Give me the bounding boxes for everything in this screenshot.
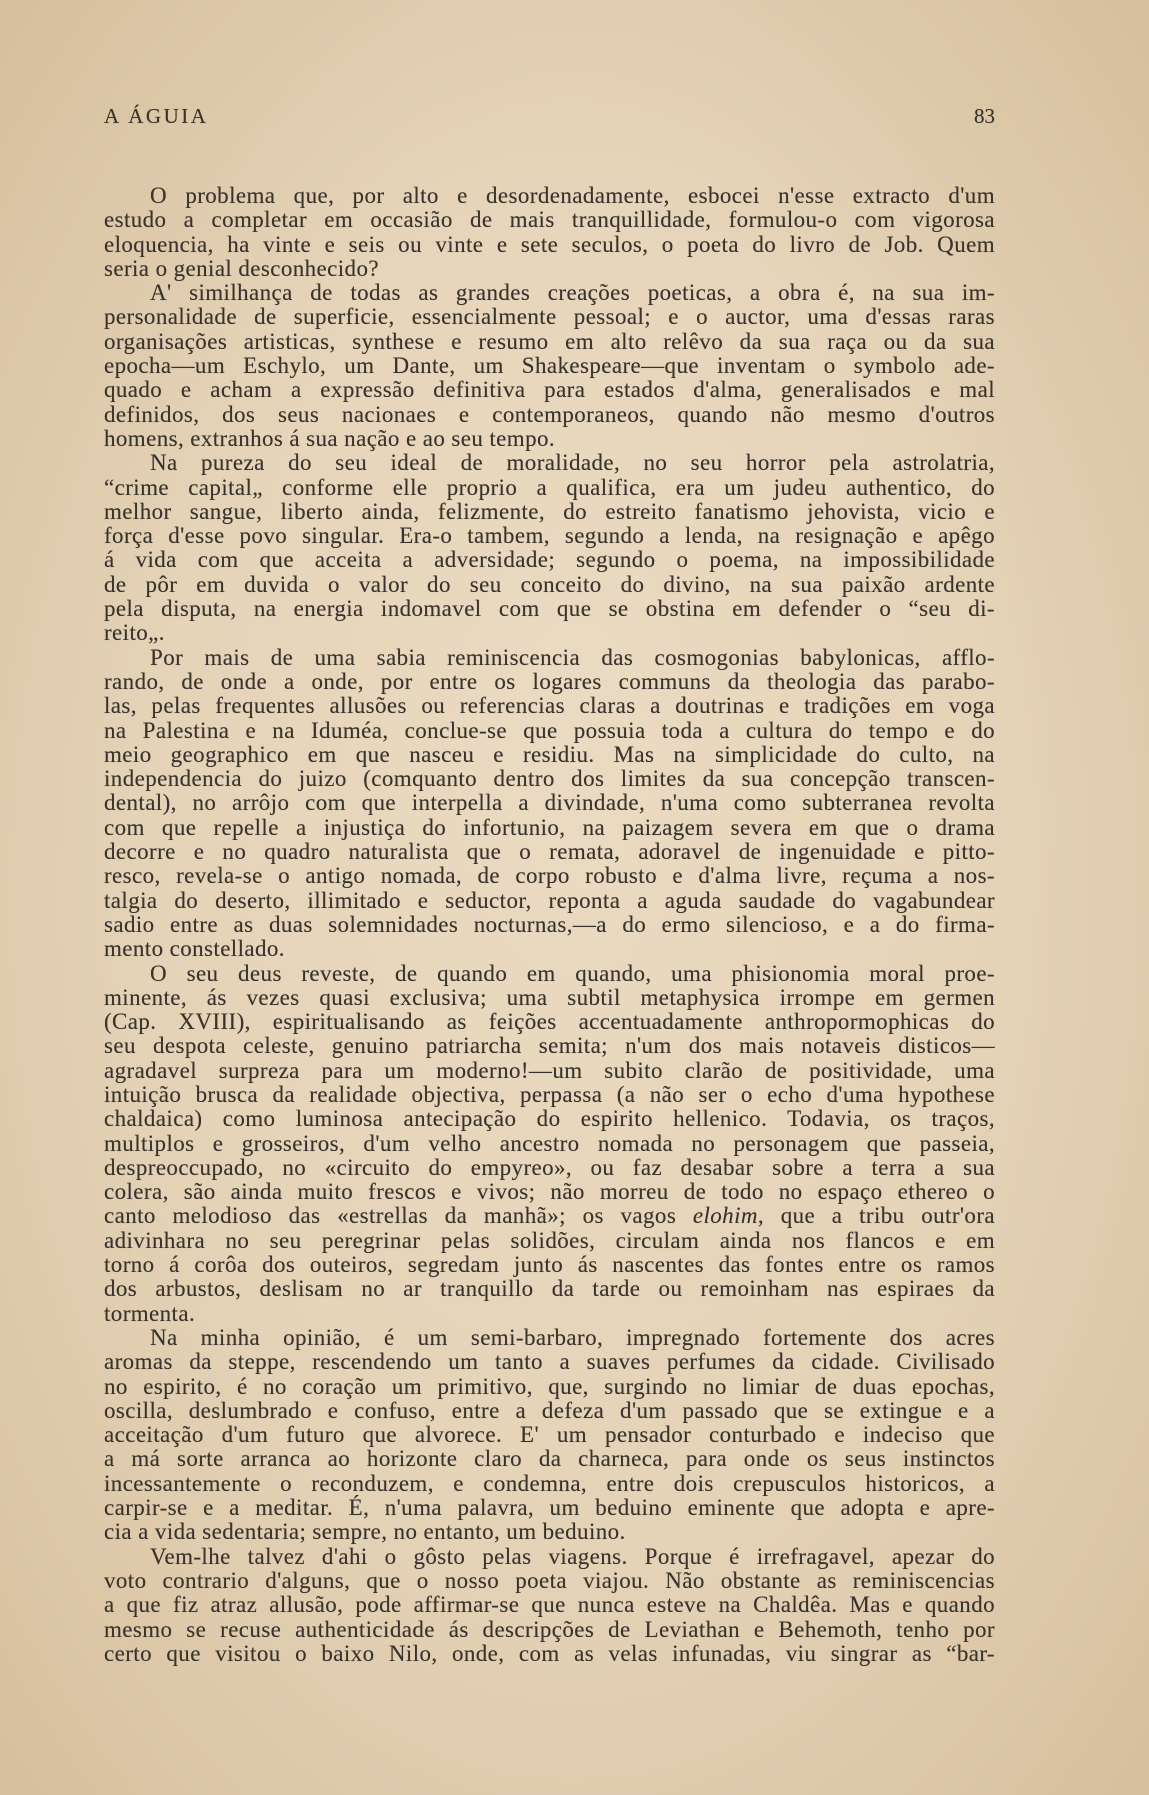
text-line: rando, de onde a onde, por entre os logares communs da theologia das parabo- <box>104 668 995 694</box>
text-line: no espirito, é no coração um primitivo, que, surgindo no limiar de duas epochas, <box>104 1373 995 1399</box>
text-line: O problema que, por alto e desordenadamente, esbocei n'esse extracto d'um <box>150 183 995 208</box>
paragraph <box>104 184 995 281</box>
text-line: Por mais de uma sabia reminiscencia das cosmogonias babylonicas, afflo- <box>150 644 995 670</box>
text-line <box>104 1204 995 1228</box>
text-line: melhor sangue, liberto ainda, felizmente, do estreito fanatismo jehovista, vicio e <box>104 498 995 524</box>
text-line: carpir-se e a meditar. É, n'uma palavra, um beduino eminente que adopta e apre- <box>104 1495 995 1521</box>
text-segment: canto melodioso das «estrellas da manhã»; os vagos <box>104 1203 693 1229</box>
text-line: adivinhara no seu peregrinar pelas solidões, circulam ainda nos flancos e em <box>104 1227 995 1253</box>
paragraph <box>104 962 995 1326</box>
text-line: acceitação d'um futuro que alvorece. E' um pensador conturbado e indeciso que <box>104 1422 995 1448</box>
text-line: definidos, dos seus nacionaes e contemporaneos, quando não mesmo d'outros <box>104 401 995 427</box>
text-line: cia a vida sedentaria; sempre, no entanto, um beduino. <box>104 1519 626 1545</box>
text-line: Na pureza do seu ideal de moralidade, no seu horror pela astrolatria, <box>150 450 995 476</box>
text-line: organisações artisticas, synthese e resumo em alto relêvo da sua raça ou da sua <box>104 328 995 354</box>
text-line: “crime capital„ conforme elle proprio a qualifica, era um judeu authentico, do <box>104 474 995 500</box>
text-line: dos arbustos, deslisam no ar tranquillo da tarde ou remoinham nas espiraes da <box>104 1276 995 1302</box>
text-line: força d'esse povo singular. Era-o tambem, segundo a lenda, na resignação e apêgo <box>104 523 995 549</box>
paragraph <box>104 1545 995 1666</box>
text-line: mesmo se recuse authenticidade ás descripções de Leviathan e Behemoth, tenho por <box>104 1616 995 1642</box>
text-line: colera, são ainda muito frescos e vivos; não morreu de todo no espaço ethereo o <box>104 1179 995 1205</box>
paragraph <box>104 281 995 451</box>
text-line: aromas da steppe, rescendendo um tanto a suaves perfumes da cidade. Civilisado <box>104 1349 995 1375</box>
text-line: dental), no arrôjo com que interpella a divindade, n'uma como subterranea revolta <box>104 790 995 816</box>
running-head: A ÁGUIA <box>104 104 209 128</box>
text-line: certo que visitou o baixo Nilo, onde, com as velas infunadas, viu singrar as “bar- <box>104 1640 995 1666</box>
text-line: las, pelas frequentes allusões ou referencias claras a doutrinas e tradições em voga <box>104 693 995 719</box>
text-line: mento constellado. <box>104 936 285 962</box>
text-line: voto contrario d'alguns, que o nosso poeta viajou. Não obstante as reminiscencias <box>104 1567 995 1593</box>
text-line: meio geographico em que nasceu e residiu. Mas na simplicidade do culto, na <box>104 741 995 767</box>
text-line: oscilla, deslumbrado e confuso, entre a defeza d'um passado que se extingue e a <box>104 1397 995 1423</box>
text-line: despreoccupado, no «circuito do empyreo», ou faz desabar sobre a terra a sua <box>104 1154 995 1180</box>
text-line: Na minha opinião, é um semi-barbaro, impregnado fortemente dos acres <box>150 1324 995 1350</box>
text-line: (Cap. XVIII), espiritualisando as feições accentuadamente anthropormophicas do <box>104 1009 995 1035</box>
text-line: decorre e no quadro naturalista que o remata, adoravel de ingenuidade e pitto- <box>104 839 995 865</box>
text-line: seria o genial desconhecido? <box>104 255 379 281</box>
text-line: com que repelle a injustiça do infortunio, na paizagem severa em que o drama <box>104 814 995 840</box>
text-line: torno á corôa dos outeiros, segredam junto ás nascentes das fontes entre os ramos <box>104 1252 995 1278</box>
text-line: estudo a completar em occasião de mais tranquillidade, formulou-o com vigorosa <box>104 207 995 233</box>
text-line: resco, revela-se o antigo nomada, de corpo robusto e d'alma livre, reçuma a nos- <box>104 863 995 889</box>
text-line: reito„. <box>104 620 165 646</box>
text-line: epocha—um Eschylo, um Dante, um Shakespeare—que inventam o symbolo ade- <box>104 353 995 379</box>
text-line: Vem-lhe talvez d'ahi o gôsto pelas viagens. Porque é irrefragavel, apezar do <box>150 1543 995 1569</box>
text-line: independencia do juizo (comquanto dentro dos limites da sua concepção transcen- <box>104 766 995 792</box>
text-line: a má sorte arranca ao horizonte claro da charneca, para onde os seus instinctos <box>104 1446 995 1472</box>
text-line: quado e acham a expressão definitiva para estados d'alma, generalisados e mal <box>104 377 995 403</box>
paragraph <box>104 451 995 645</box>
paragraph <box>104 1326 995 1545</box>
text-line: talgia do deserto, illimitado e seductor, reponta a aguda saudade do vagabundear <box>104 887 995 913</box>
text-line: pela disputa, na energia indomavel com que se obstina em defender o “seu di- <box>104 596 995 622</box>
text-line: minente, ás vezes quasi exclusiva; uma subtil metaphysica irrompe em germen <box>104 984 995 1010</box>
text-line: de pôr em duvida o valor do seu conceito do divino, na sua paixão ardente <box>104 571 995 597</box>
text-segment: , que a tribu outr'ora <box>757 1203 995 1229</box>
text-line: homens, extranhos á sua nação e ao seu tempo. <box>104 425 556 451</box>
text-line: A' similhança de todas as grandes creações poeticas, a obra é, na sua im- <box>150 280 995 306</box>
text-line: O seu deus reveste, de quando em quando, uma phisionomia moral proe- <box>150 960 995 986</box>
page-number: 83 <box>974 104 995 128</box>
text-line: na Palestina e na Iduméa, conclue-se que possuia toda a cultura do tempo e do <box>104 717 995 743</box>
text-line: sadio entre as duas solemnidades nocturnas,—a do ermo silencioso, e a do firma- <box>104 911 995 937</box>
text-line: seu despota celeste, genuino patriarcha semita; n'um dos mais notaveis disticos— <box>104 1033 995 1059</box>
text-line: agradavel surpreza para um moderno!—um subito clarão de positividade, uma <box>104 1057 995 1083</box>
italic-term: elohim <box>692 1203 758 1229</box>
text-line: á vida com que acceita a adversidade; segundo o poema, na impossibilidade <box>104 547 995 573</box>
text-line: intuição brusca da realidade objectiva, perpassa (a não ser o echo d'uma hypothese <box>104 1081 995 1107</box>
text-line: tormenta. <box>104 1300 196 1326</box>
paragraph <box>104 646 995 962</box>
text-line: incessantemente o reconduzem, e condemna, entre dois crepusculos historicos, a <box>104 1470 995 1496</box>
text-line: chaldaica) como luminosa antecipação do espirito hellenico. Todavia, os traços, <box>104 1106 995 1132</box>
text-line: personalidade de superficie, essencialmente pessoal; e o auctor, uma d'essas raras <box>104 304 995 330</box>
body-text <box>104 184 995 1666</box>
text-line: a que fiz atraz allusão, pode affirmar-se que nunca esteve na Chaldêa. Mas e quando <box>104 1592 995 1618</box>
text-line: eloquencia, ha vinte e seis ou vinte e sete seculos, o poeta do livro de Job. Quem <box>104 231 995 257</box>
text-line: multiplos e grosseiros, d'um velho ancestro nomada no personagem que passeia, <box>104 1130 995 1156</box>
